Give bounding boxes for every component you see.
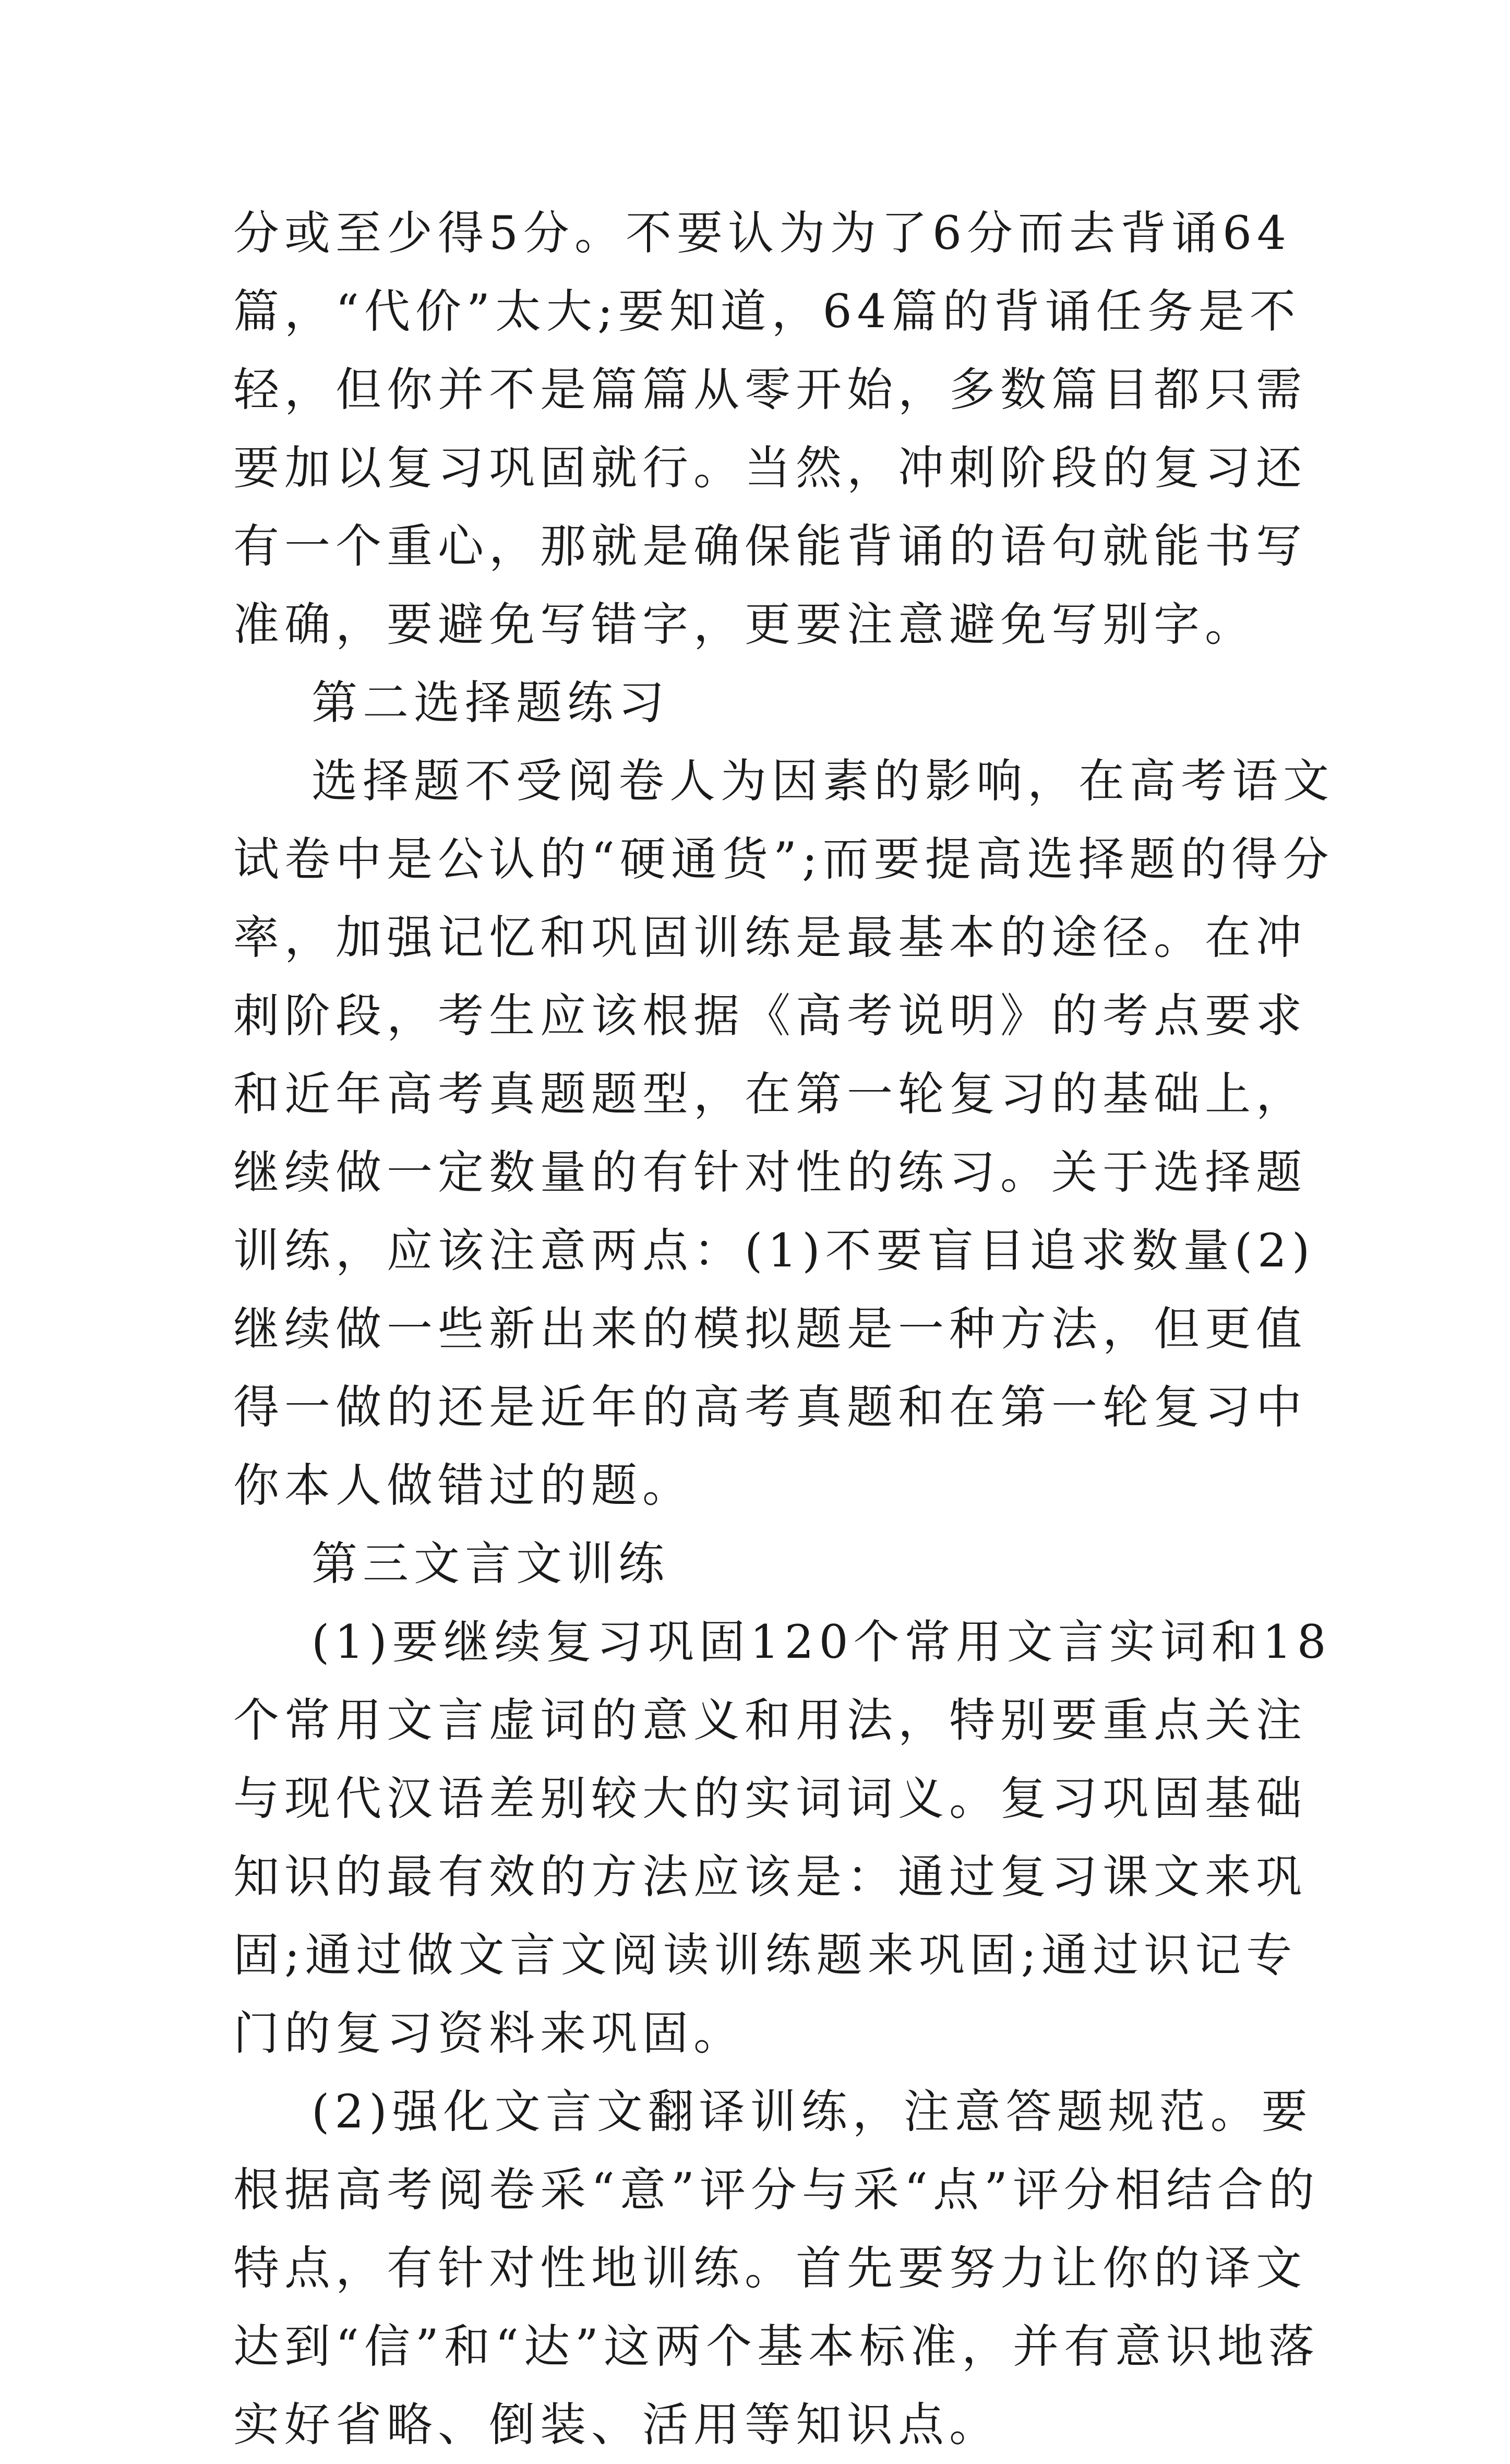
section-heading-classical-chinese: 第三文言文训练 — [311, 1537, 670, 1590]
document-body — [233, 194, 1345, 2464]
section-heading-multiple-choice: 第二选择题练习 — [311, 676, 670, 729]
paragraph-multiple-choice: 选择题不受阅卷人为因素的影响，在高考语文试卷中是公认的“硬通货”;而要提高选择题的得分率，加强记忆和巩固训练是最基本的途径。在冲刺阶段，考生应该根据《高考说明》的考点要求和近年高考真题题型，在第一轮复习的基础上，继续做一定数量的有针对性的练习。关于选择题训练，应该注意两点：(1)不要盲目追求数量(2)继续做一些新出来的模拟题是一种方法，但更值得一做的还是近年的高考真题和在第一轮复习中你本人做错过的题。 — [233, 754, 1335, 1512]
paragraph-classical-vocabulary: (1)要继续复习巩固120个常用文言实词和18个常用文言虚词的意义和用法，特别要重点关注与现代汉语差别较大的实词词义。复习巩固基础知识的最有效的方法应该是：通过复习课文来巩固;通过做文言文阅读训练题来巩固;通过识记专门的复习资料来巩固。 — [233, 1615, 1332, 2060]
paragraph-recitation-continuation: 分或至少得5分。不要认为为了6分而去背诵64篇，“代价”太大;要知道，64篇的背诵任务是不轻，但你并不是篇篇从零开始，多数篇目都只需要加以复习巩固就行。当然，冲刺阶段的复习还有一个重心，那就是确保能背诵的语句就能书写准确，要避免写错字，更要注意避免写别字。 — [233, 206, 1308, 651]
paragraph-classical-translation: (2)强化文言文翻译训练，注意答题规范。要根据高考阅卷采“意”评分与采“点”评分相结合的特点，有针对性地训练。首先要努力让你的译文达到“信”和“达”这两个基本标准，并有意识地落实好省略、倒装、活用等知识点。 — [233, 2085, 1320, 2451]
